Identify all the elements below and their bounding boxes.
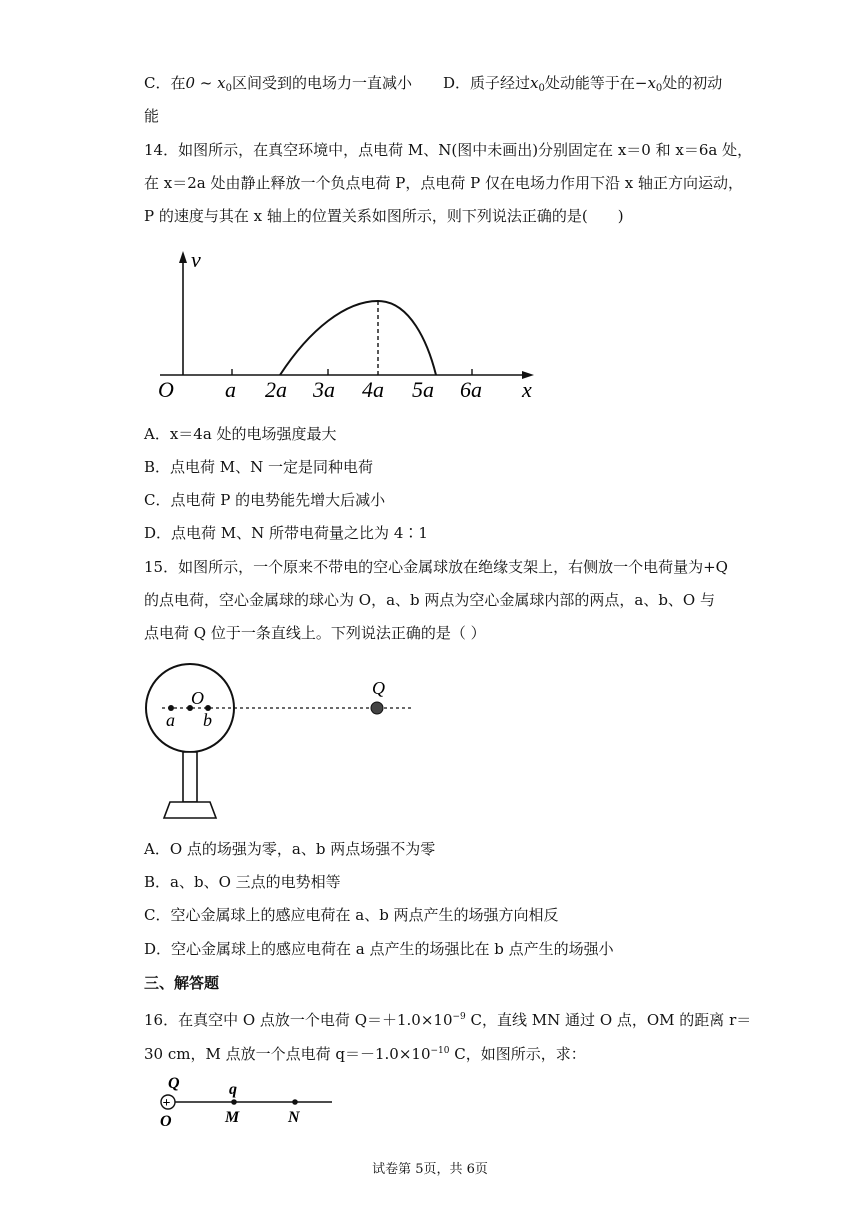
point-M-dot: [231, 1099, 237, 1105]
tick-label-a: a: [225, 377, 236, 402]
q16-line-figure: [150, 1070, 370, 1130]
q14-velocity-graph: [150, 245, 550, 405]
label-b: b: [203, 710, 212, 730]
q13-option-d: D．质子经过$x_0$处动能等于在$-x_0$处的初动: [443, 74, 723, 94]
q14-option-a: A．x＝4a 处的电场强度最大: [144, 425, 337, 443]
label-a: a: [166, 710, 175, 730]
q15-option-b: B．a、b、O 三点的电势相等: [144, 873, 341, 891]
tick-label-3a: 3a: [313, 377, 335, 402]
q14-stem-line1: 14．如图所示，在真空环境中，点电荷 M、N(图中未画出)分别固定在 x＝0 和 x＝6a 处，: [144, 141, 753, 159]
q13-range: 0 ~ x: [185, 74, 226, 92]
q14-option-c: C．点电荷 P 的电势能先增大后减小: [144, 491, 386, 509]
q16-stem-line1: 16．在真空中 O 点放一个电荷 $Q=+1.0\times 10^{-9}$ C，直线 MN 通过 O 点，OM 的距离 r＝: [144, 1011, 752, 1029]
point-charge-Q: [371, 702, 383, 714]
q14-stem-line3: P 的速度与其在 x 轴上的位置关系如图所示，则下列说法正确的是( ): [144, 207, 624, 225]
stand-base: [164, 802, 216, 818]
tick-label-5a: 5a: [412, 377, 434, 402]
label-M: M: [225, 1109, 240, 1126]
q15-stem-line3: 点电荷 Q 位于一条直线上。下列说法正确的是（ ）: [144, 624, 486, 642]
q15-stem-line1: 15．如图所示，一个原来不带电的空心金属球放在绝缘支架上，右侧放一个电荷量为+Q: [144, 558, 728, 576]
label-q: q: [229, 1081, 237, 1098]
q15-option-a: A．O 点的场强为零，a、b 两点场强不为零: [144, 840, 436, 858]
tick-label-6a: 6a: [460, 377, 482, 402]
label-N: N: [288, 1109, 300, 1126]
page-footer: 试卷第 5页，共 6页: [372, 1162, 488, 1177]
point-N-dot: [292, 1099, 298, 1105]
tick-label-4a: 4a: [362, 377, 384, 402]
q15-stem-line2: 的点电荷，空心金属球的球心为 O，a、b 两点为空心金属球内部的两点，a、b、O 与: [144, 591, 715, 609]
y-axis-arrow: [179, 251, 187, 263]
velocity-curve: [280, 301, 436, 375]
q15-option-d: D．空心金属球上的感应电荷在 a 点产生的场强比在 b 点产生的场强小: [144, 940, 614, 958]
q13-option-c: C．在0 ~ $x_0$区间受到的电场力一直减小: [144, 74, 412, 94]
q15-option-c: C．空心金属球上的感应电荷在 a、b 两点产生的场强方向相反: [144, 906, 559, 924]
q14-option-d: D．点电荷 M、N 所带电荷量之比为 4∶1: [144, 524, 428, 542]
label-Q: Q: [372, 678, 385, 698]
y-axis-label: v: [191, 247, 201, 272]
q14-stem-line2: 在 x＝2a 处由静止释放一个负点电荷 P，点电荷 P 仅在电场力作用下沿 x 轴正方向运动，: [144, 174, 743, 192]
label-O: O: [191, 688, 204, 708]
origin-label: O: [158, 377, 174, 402]
tick-label-2a: 2a: [265, 377, 287, 402]
q16-stem-line2: 30 cm，M 点放一个点电荷 $q=-1.0\times 10^{-10}$ C，如图所示，求：: [144, 1045, 586, 1063]
q14-option-b: B．点电荷 M、N 一定是同种电荷: [144, 458, 374, 476]
label-Q: Q: [168, 1075, 180, 1092]
label-O: O: [160, 1113, 172, 1130]
q15-metal-sphere-figure: [140, 660, 440, 830]
section-title: 三、解答题: [144, 974, 220, 992]
x-axis-label: x: [522, 377, 532, 402]
plus-sign: +: [162, 1096, 171, 1111]
insulating-stand-pole: [183, 752, 197, 802]
q13-option-d-wrap: 能: [144, 107, 160, 125]
